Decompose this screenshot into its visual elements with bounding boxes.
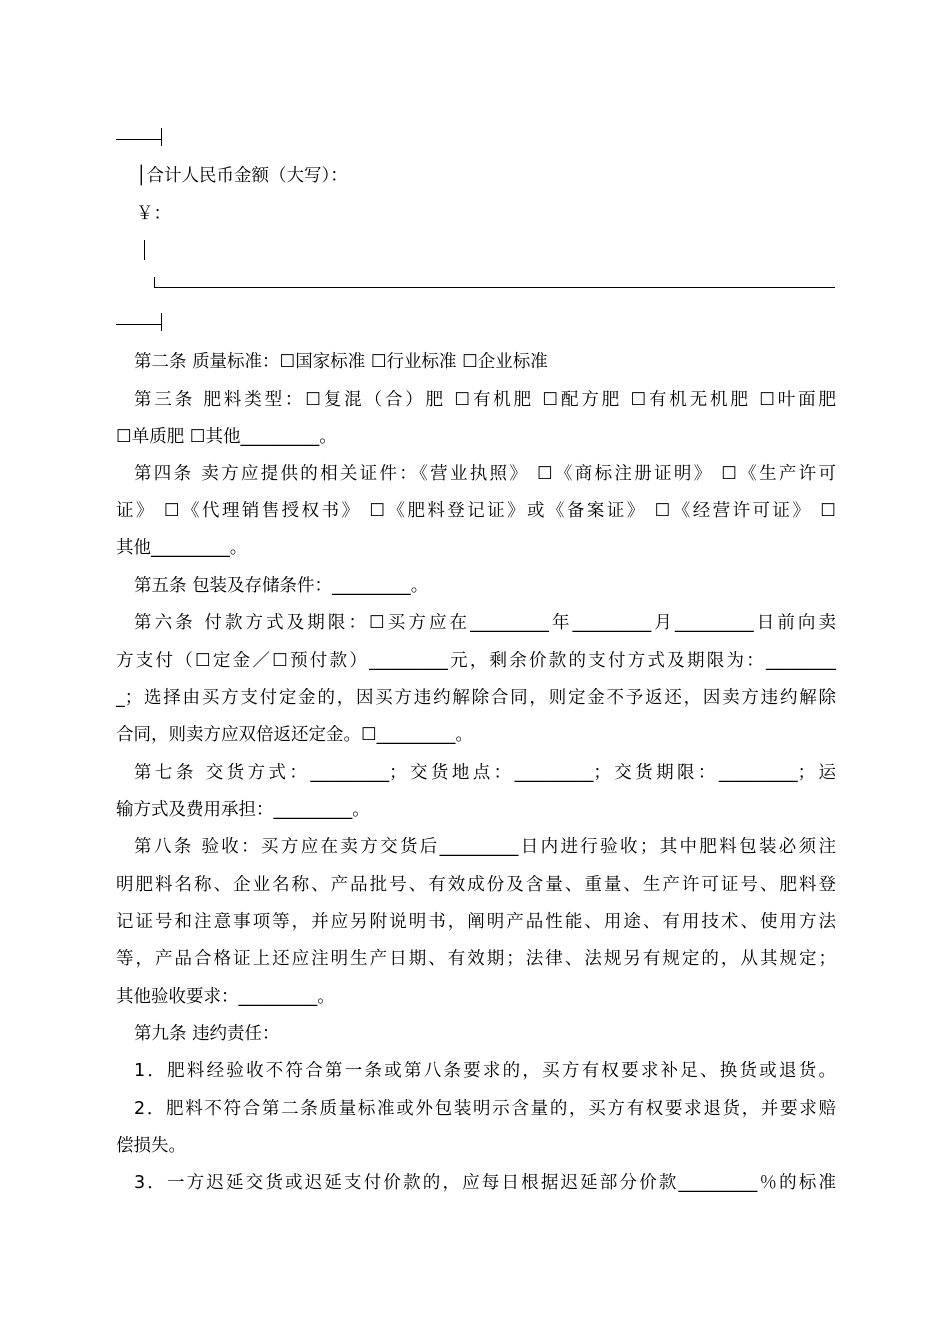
table-top-tick (161, 128, 162, 146)
article-9-liability: 第九条 违约责任： (134, 1024, 280, 1044)
article-8-acceptance: 第八条 验收：买方应在卖方交货后_________日内进行验收；其中肥料包装必须注 (134, 837, 836, 857)
article-4-certificates-cont: 证》 ☐《代理销售授权书》 ☐《肥料登记证》或《备案证》 ☐《经营许可证》 ☐ (116, 501, 836, 521)
liability-item-2-cont: 偿损失。 (116, 1136, 186, 1156)
table-top-rule (116, 139, 162, 140)
article-8-acceptance-cont-2: 记证号和注意事项等，并应另附说明书，阐明产品性能、用途、有用技术、使用方法 (116, 912, 836, 932)
liability-item-1: 1．肥料经验收不符合第一条或第八条要求的，买方有权要求补足、换货或退货。 (134, 1061, 836, 1081)
table-footer-tick (161, 313, 162, 331)
article-5-packaging: 第五条 包装及存储条件：_________。 (134, 576, 429, 596)
article-7-delivery-cont: 输方式及费用承担：_________。 (116, 800, 370, 820)
article-6-payment-cont-2: _；选择由买方支付定金的，因买方违约解除合同，则定金不予返还，因卖方违约解除 (116, 688, 836, 708)
article-6-payment-cont-1: 方支付（☐定金／☐预付款）_________元，剩余价款的支付方式及期限为：________ (116, 651, 836, 671)
article-7-delivery: 第七条 交货方式：_________；交货地点：_________；交货期限：_________；运 (134, 763, 836, 783)
liability-item-2: 2．肥料不符合第二条质量标准或外包装明示含量的，买方有权要求退货，并要求赔 (134, 1099, 836, 1119)
article-8-acceptance-end: 其他验收要求：_________。 (116, 987, 335, 1007)
article-4-certificates: 第四条 卖方应提供的相关证件：《营业执照》 ☐《商标注册证明》 ☐《生产许可 (134, 464, 836, 484)
total-amount-label: │合计人民币金额（大写）： (136, 166, 348, 186)
table-bottom-rule (154, 287, 835, 288)
article-3-fertilizer-type: 第三条 肥料类型：☐复混（合）肥 ☐有机肥 ☐配方肥 ☐有机无机肥 ☐叶面肥 (134, 390, 836, 410)
article-8-acceptance-cont-1: 明肥料名称、企业名称、产品批号、有效成份及含量、重量、生产许可证号、肥料登 (116, 875, 836, 895)
article-8-acceptance-cont-3: 等，产品合格证上还应注明生产日期、有效期；法律、法规另有规定的，从其规定； (116, 949, 836, 969)
article-6-payment: 第六条 付款方式及期限：☐买方应在_________年_________月_________日前向卖 (134, 613, 836, 633)
yen-label: ￥： (136, 204, 171, 224)
article-3-fertilizer-type-cont: ☐单质肥 ☐其他_________。 (116, 427, 337, 447)
article-4-certificates-end: 其他_________。 (116, 538, 248, 558)
table-footer-rule (116, 324, 162, 325)
liability-item-3: 3．一方迟延交货或迟延支付价款的，应每日根据迟延部分价款_________％的标准 (134, 1173, 836, 1193)
table-left-border (144, 240, 145, 260)
article-6-payment-end: 合同，则卖方应双倍返还定金。☐_________。 (116, 725, 473, 745)
article-2-quality-standard: 第二条 质量标准：☐国家标准 ☐行业标准 ☐企业标准 (134, 352, 548, 372)
